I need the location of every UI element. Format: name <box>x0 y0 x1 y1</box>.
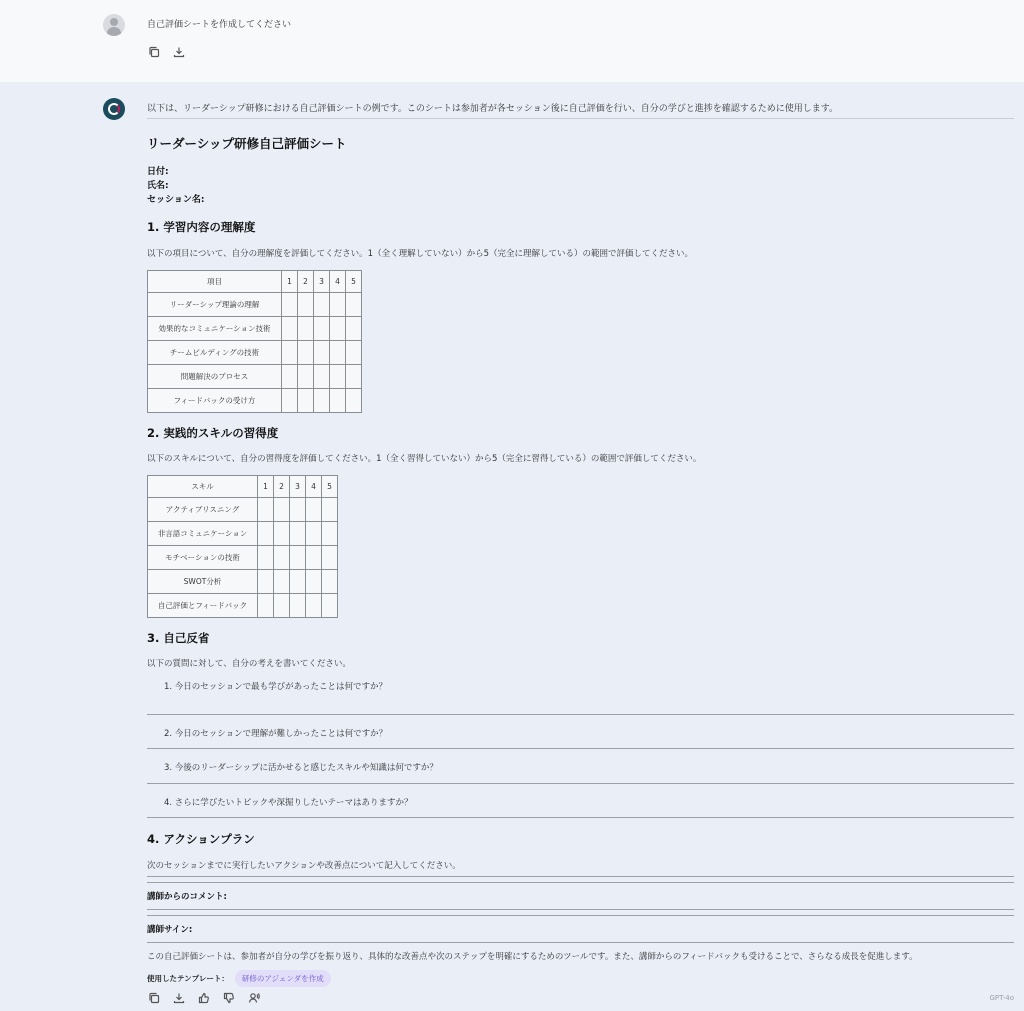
response-intro: 以下は、リーダーシップ研修における自己評価シートの例です。このシートは参加者が各セッション後に自己評価を行い、自分の学びと進捗を確認するために使用します。 <box>147 101 1014 119</box>
meta-date: 日付: <box>147 167 169 177</box>
user-avatar <box>103 14 125 36</box>
sheet-meta <box>147 165 1014 207</box>
table-header: 5 <box>322 476 338 498</box>
table-cell-item: フィードバックの受け方 <box>148 389 282 413</box>
assistant-response <box>147 101 1014 987</box>
thumbs-up-icon[interactable] <box>197 991 211 1005</box>
section2-description: 以下のスキルについて、自分の習得度を評価してください。1（全く習得していない）から5（完全に習得している）の範囲で評価してください。 <box>147 454 702 464</box>
section4-heading: 4. アクションプラン <box>147 832 255 846</box>
table-row <box>148 341 362 365</box>
table-row <box>148 293 362 317</box>
copy-icon[interactable] <box>147 45 161 59</box>
table-row <box>148 389 362 413</box>
table-header: 項目 <box>148 271 282 293</box>
table-cell-skill: モチベーションの技術 <box>148 546 258 570</box>
template-label: 使用したテンプレート： <box>147 974 229 983</box>
table-header: 2 <box>298 271 314 293</box>
table-header: 1 <box>258 476 274 498</box>
instructor-sign-label: 講師サイン: <box>147 925 193 935</box>
table-cell-item: 問題解決のプロセス <box>148 365 282 389</box>
response-actions <box>147 991 261 1005</box>
instructor-comment-label: 講師からのコメント: <box>147 892 227 902</box>
voice-icon[interactable] <box>247 991 261 1005</box>
table-header: 4 <box>330 271 346 293</box>
table-header: 1 <box>282 271 298 293</box>
download-icon[interactable] <box>172 991 186 1005</box>
divider <box>147 915 1014 916</box>
table-header-row <box>148 271 362 293</box>
section2-heading: 2. 実践的スキルの習得度 <box>147 426 279 440</box>
list-item: 3. 今後のリーダーシップに活かせると感じたスキルや知識は何ですか？ <box>147 749 1014 784</box>
copy-icon[interactable] <box>147 991 161 1005</box>
user-message-actions <box>147 45 186 59</box>
table-header: 3 <box>314 271 330 293</box>
closing-text: この自己評価シートは、参加者が自分の学びを振り返り、具体的な改善点や次のステップを明確にするためのツールです。また、講師からのフィードバックも受けることで、さらなる成長を促進します。 <box>147 952 918 962</box>
table-cell-skill: アクティブリスニング <box>148 498 258 522</box>
sheet-title: リーダーシップ研修自己評価シート <box>147 136 347 151</box>
section3-description: 以下の質問に対して、自分の考えを書いてください。 <box>147 659 351 669</box>
divider <box>147 876 1014 877</box>
table-header: 5 <box>346 271 362 293</box>
reflection-questions <box>147 680 1014 818</box>
table-row <box>148 522 338 546</box>
table-row <box>148 365 362 389</box>
skills-table <box>147 475 338 618</box>
meta-session: セッション名: <box>147 195 205 205</box>
download-icon[interactable] <box>172 45 186 59</box>
section1-description: 以下の項目について、自分の理解度を評価してください。1（全く理解していない）から5（完全に理解している）の範囲で評価してください。 <box>147 249 693 259</box>
template-row <box>147 970 1014 987</box>
model-label: GPT-4o <box>989 994 1014 1002</box>
table-cell-item: リーダーシップ理論の理解 <box>148 293 282 317</box>
table-header: 2 <box>274 476 290 498</box>
thumbs-down-icon[interactable] <box>222 991 236 1005</box>
table-cell-item: チームビルディングの技術 <box>148 341 282 365</box>
table-row <box>148 317 362 341</box>
understanding-table <box>147 270 362 413</box>
table-header-row <box>148 476 338 498</box>
user-message-block <box>0 0 1024 82</box>
table-cell-skill: 自己評価とフィードバック <box>148 594 258 618</box>
template-chip[interactable]: 研修のアジェンダを作成 <box>235 970 331 987</box>
table-header: スキル <box>148 476 258 498</box>
user-message-text: 自己評価シートを作成してください <box>147 20 292 30</box>
meta-name: 氏名: <box>147 181 169 191</box>
table-header: 4 <box>306 476 322 498</box>
table-row <box>148 498 338 522</box>
list-item: 4. さらに学びたいトピックや深掘りしたいテーマはありますか？ <box>147 784 1014 819</box>
list-item: 1. 今日のセッションで最も学びがあったことは何ですか？ <box>147 680 1014 715</box>
table-cell-skill: SWOT分析 <box>148 570 258 594</box>
divider <box>147 909 1014 910</box>
table-row <box>148 594 338 618</box>
assistant-avatar <box>103 98 125 120</box>
divider <box>147 882 1014 883</box>
section1-heading: 1. 学習内容の理解度 <box>147 220 256 234</box>
table-cell-item: 効果的なコミュニケーション技術 <box>148 317 282 341</box>
table-cell-skill: 非言語コミュニケーション <box>148 522 258 546</box>
table-row <box>148 546 338 570</box>
section3-heading: 3. 自己反省 <box>147 631 210 645</box>
table-header: 3 <box>290 476 306 498</box>
divider <box>147 942 1014 943</box>
list-item: 2. 今日のセッションで理解が難しかったことは何ですか？ <box>147 715 1014 750</box>
section4-description: 次のセッションまでに実行したいアクションや改善点について記入してください。 <box>147 861 461 871</box>
table-row <box>148 570 338 594</box>
